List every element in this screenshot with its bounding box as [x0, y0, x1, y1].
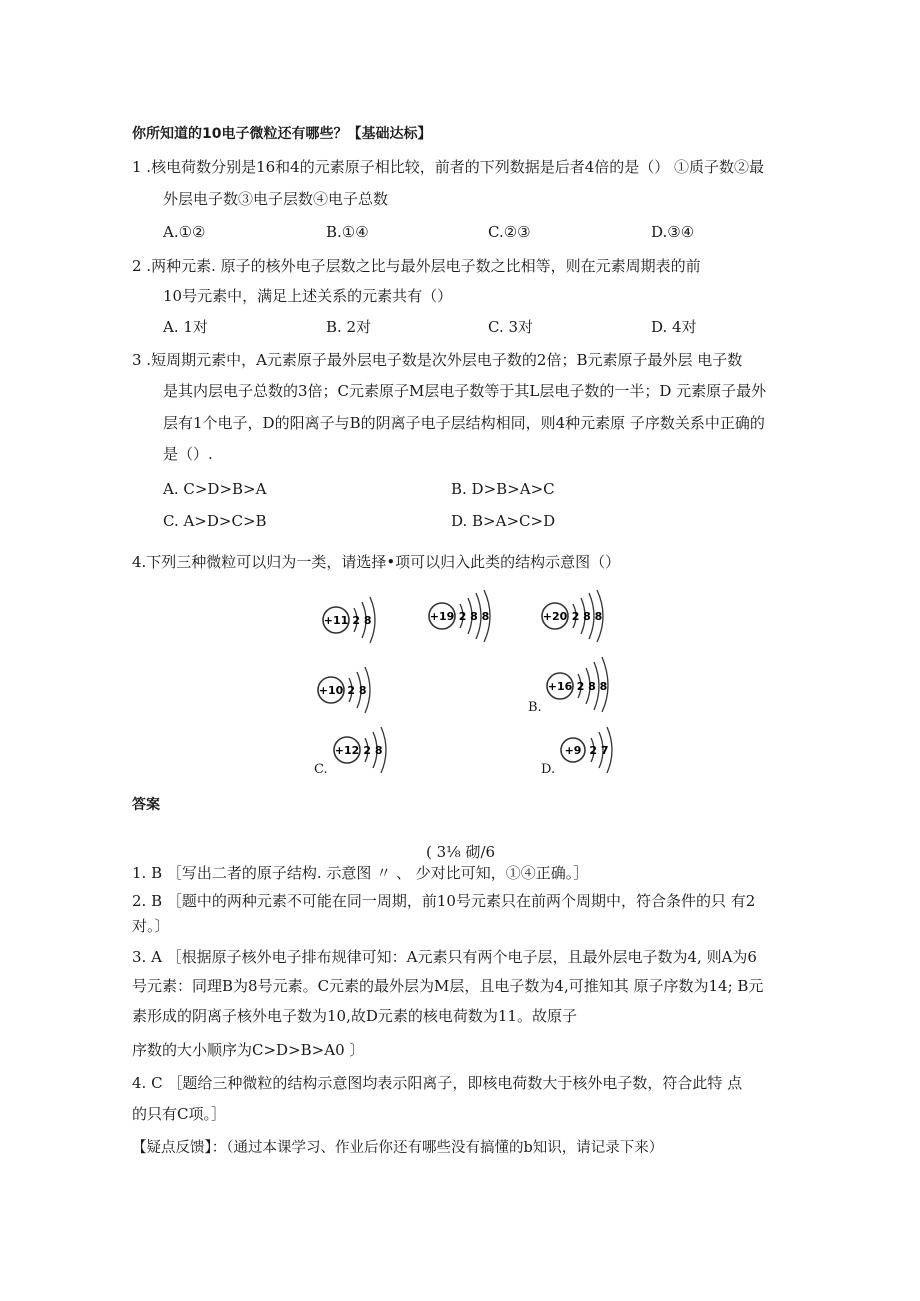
atom-diagram-9 — [557, 722, 637, 778]
answer-3-line4: 序数的大小顺序为C>D>B>A0 〕 — [132, 1041, 365, 1059]
q2-line1: 2 .两种元素. 原子的核外电子层数之比与最外层电子数之比相等，则在元素周期表的前 — [132, 257, 701, 275]
answer-subheading: ( 3⅛ 砌/6 — [426, 843, 496, 861]
answer-3-line2: 号元素：同理B为8号元素。C元素的最外层为M层，且电子数为4,可推知其 原子序数为14; B元 — [132, 977, 764, 995]
answer-3-line1: 3. A ［根据原子核外电子排布规律可知：A元素只有两个电子层，且最外层电子数为4, 则A为6 — [132, 948, 757, 966]
q1-line1: 1 .核电荷数分别是16和4的元素原子相比较，前者的下列数据是后者4倍的是（） ①质子数②最 — [132, 158, 765, 176]
q1-line2: 外层电子数③电子层数④电子总数 — [163, 190, 389, 208]
atom-diagram-11 — [318, 592, 398, 648]
nucleus-charge: +19 — [429, 610, 455, 623]
shell-electrons: 2 8 — [352, 614, 372, 627]
shell-electrons: 2 8 8 — [458, 610, 490, 623]
q3-option-b: B. D>B>A>C — [451, 480, 555, 498]
nucleus-charge: +11 — [323, 614, 349, 627]
q3-line2: 是其内层电子总数的3倍；C元素原子M层电子数等于其L层电子数的一半；D 元素原子最外 — [163, 382, 767, 400]
q2-line2: 10号元素中，满足上述关系的元素共有（） — [163, 287, 453, 305]
answer-4-line2: 的只有C项。］ — [132, 1105, 226, 1123]
atom-diagram-12 — [329, 722, 409, 778]
q3-option-d: D. B>A>C>D — [451, 512, 556, 530]
shell-electrons: 2 7 — [589, 744, 609, 757]
q1-option-c: C.②③ — [488, 223, 531, 241]
q4-line1: 4.下列三种微粒可以归为一类，请选择•项可以归入此类的结构示意图（） — [132, 553, 621, 571]
feedback-line: 【疑点反馈】：（通过本课学习、作业后你还有哪些没有搞懂的b知识，请记录下来） — [132, 1140, 664, 1156]
shell-electrons: 2 8 8 — [571, 610, 603, 623]
nucleus-charge: +12 — [334, 744, 360, 757]
answer-title: 答案 — [132, 797, 160, 813]
answer-2-line2: 对。〕 — [132, 917, 170, 935]
q1-option-d: D.③④ — [651, 223, 695, 241]
q2-option-c: C. 3对 — [488, 318, 534, 336]
atom-diagram-16 — [542, 654, 632, 714]
q3-option-c: C. A>D>C>B — [163, 512, 267, 530]
atom-diagram-10 — [313, 662, 393, 718]
nucleus-charge: +16 — [547, 680, 573, 693]
intro-line: 你所知道的10电子微粒还有哪些？【基础达标】 — [132, 126, 432, 142]
q2-option-a: A. 1对 — [163, 318, 208, 336]
q3-line4: 是（）. — [163, 445, 213, 463]
q3-line1: 3 .短周期元素中，A元素原子最外层电子数是次外层电子数的2倍；B元素原子最外层 电子数 — [132, 351, 743, 369]
q2-option-b: B. 2对 — [326, 318, 372, 336]
answer-2-line1: 2. B ［题中的两种元素不可能在同一周期，前10号元素只在前两个周期中，符合条件的只 有2 — [132, 892, 756, 910]
answer-1: 1. B ［写出二者的原子结构. 示意图 〃 、 少对比可知，①④正确。］ — [132, 864, 589, 882]
q1-option-a: A.①② — [163, 223, 206, 241]
option-label-c: C. — [314, 762, 328, 777]
nucleus-charge: +10 — [318, 684, 344, 697]
q3-option-a: A. C>D>B>A — [163, 480, 267, 498]
q3-line3: 层有1个电子，D的阳离子与B的阴离子电子层结构相同，则4种元素原 子序数关系中正确的 — [163, 414, 765, 432]
q2-option-d: D. 4对 — [651, 318, 697, 336]
nucleus-charge: +20 — [542, 610, 568, 623]
atom-diagram-20 — [537, 588, 627, 644]
shell-electrons: 2 8 — [347, 684, 367, 697]
option-label-b: B. — [528, 700, 542, 715]
nucleus-charge: +9 — [564, 744, 582, 757]
answer-3-line3: 素形成的阴离子核外电子数为10,故D元素的核电荷数为11。故原子 — [132, 1007, 577, 1025]
q1-option-b: B.①④ — [326, 223, 369, 241]
option-label-d: D. — [541, 762, 556, 777]
shell-electrons: 2 8 8 — [576, 680, 608, 693]
answer-4-line1: 4. C ［题给三种微粒的结构示意图均表示阳离子，即核电荷数大于核外电子数，符合此特 点 — [132, 1074, 743, 1092]
shell-electrons: 2 8 — [363, 744, 383, 757]
atom-diagram-19 — [424, 588, 514, 644]
